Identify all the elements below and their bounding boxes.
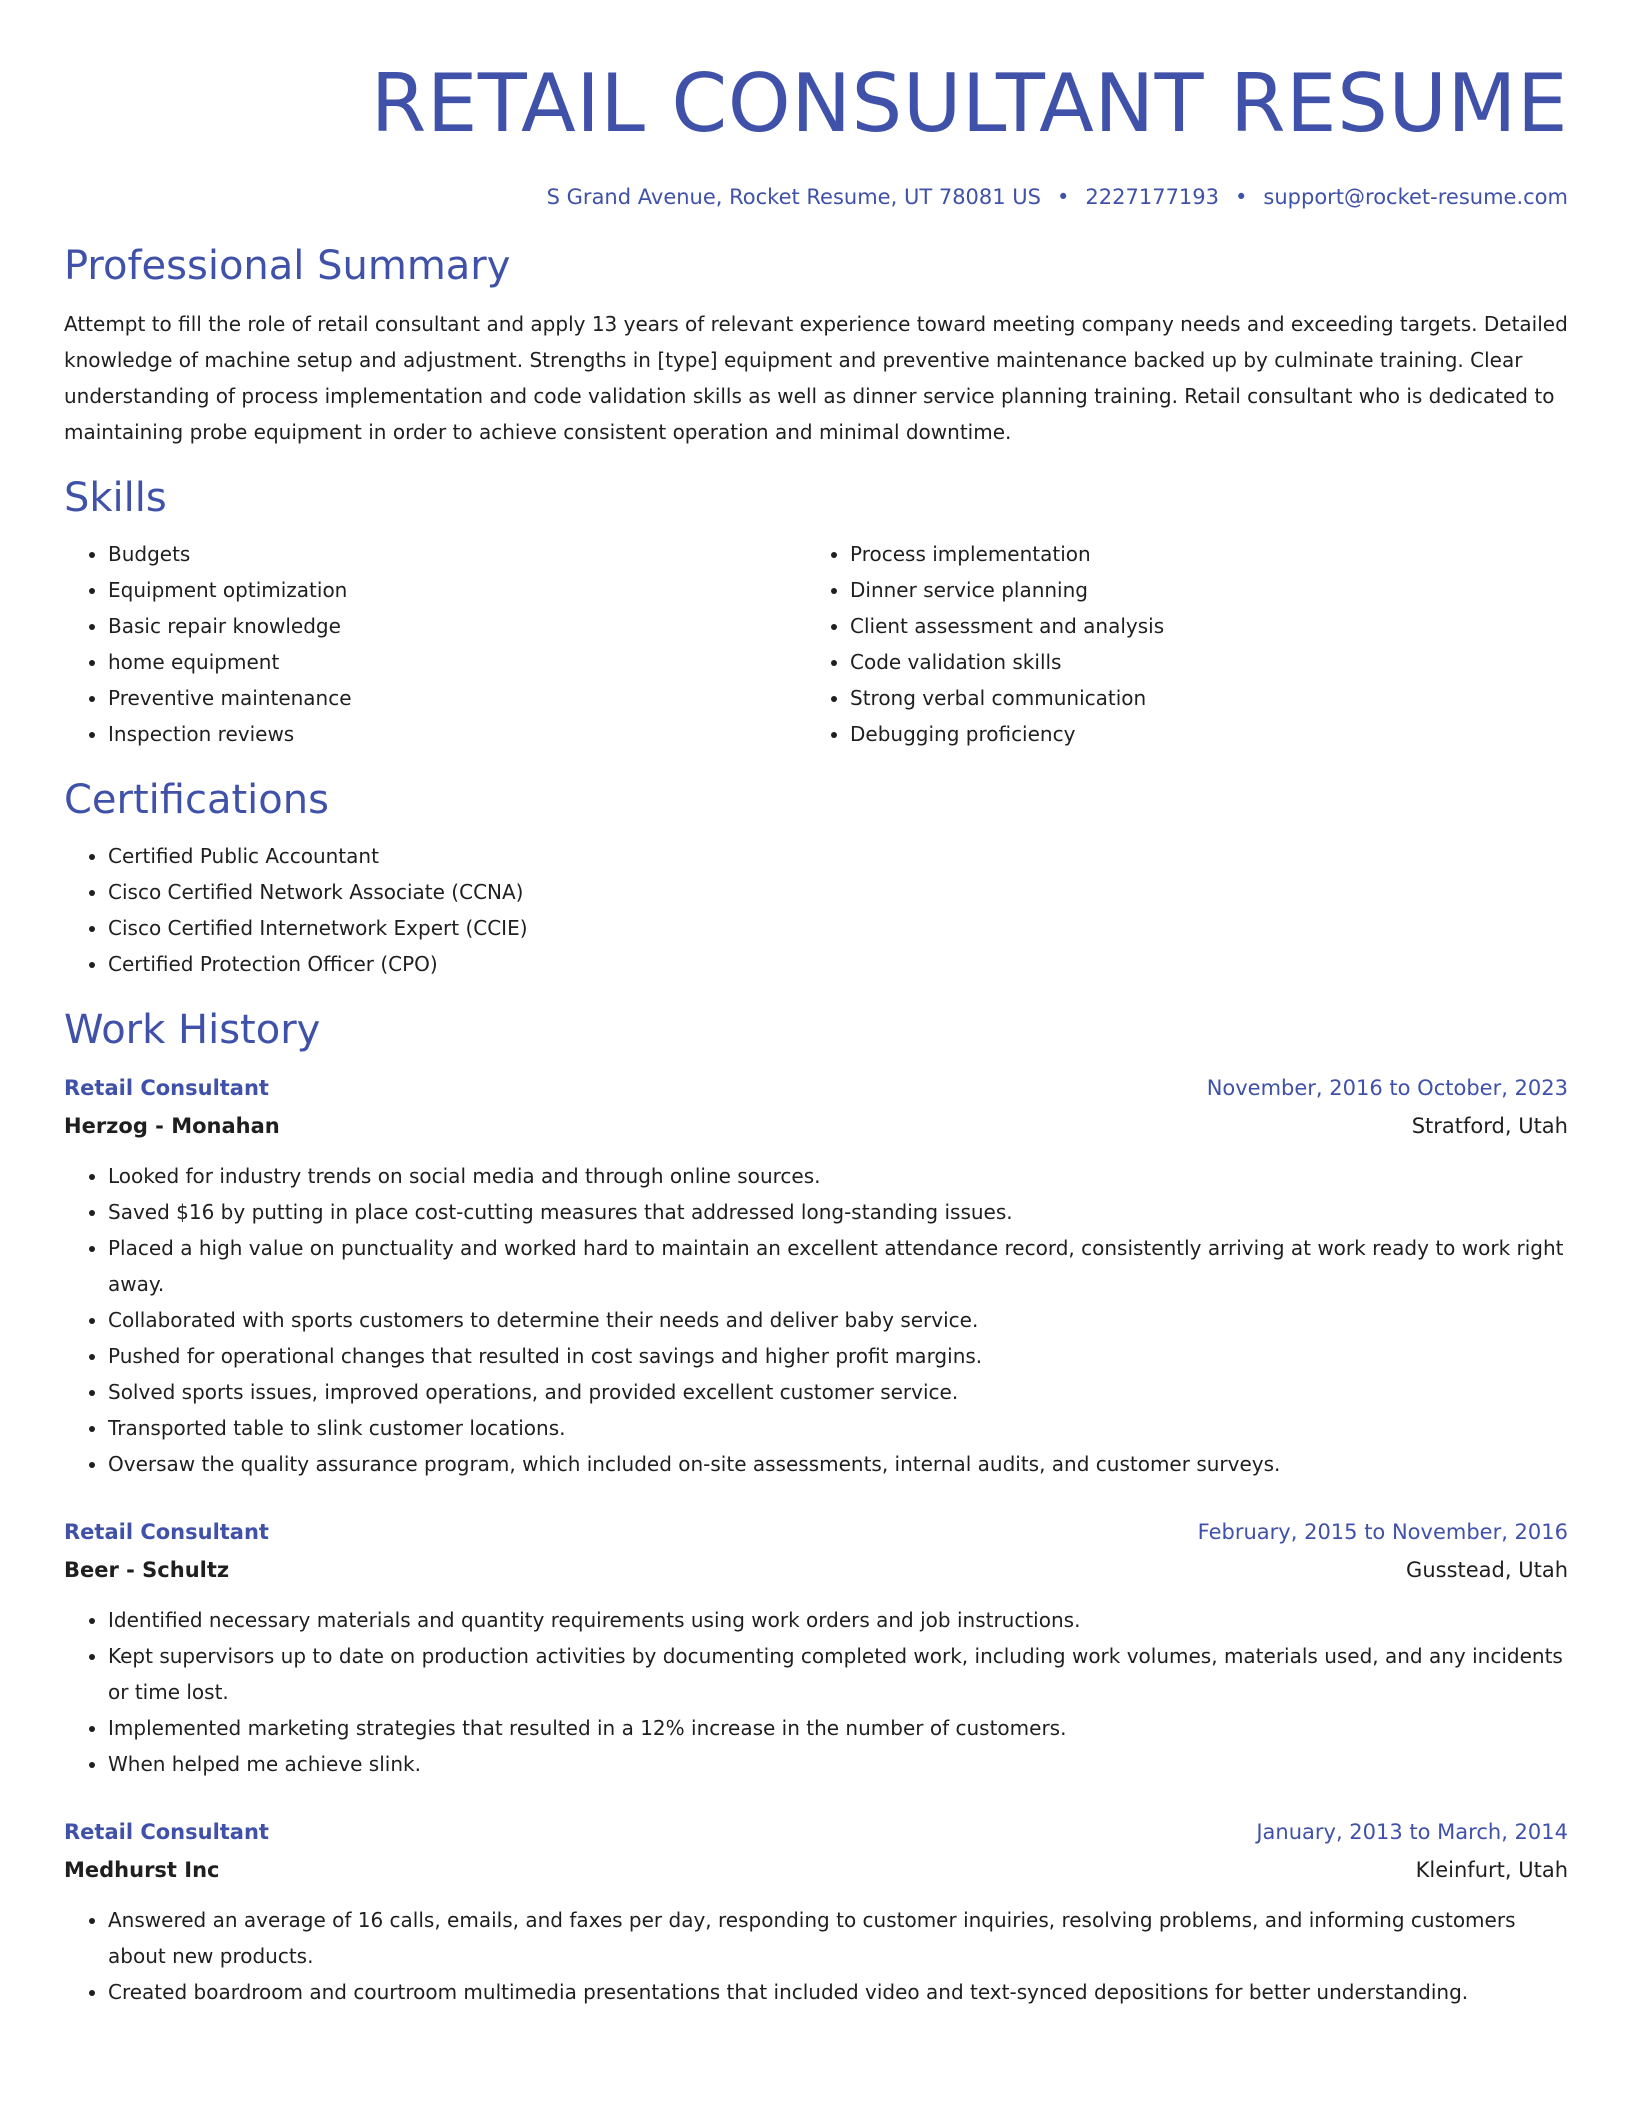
skill-item: • Process implementation	[850, 536, 1548, 572]
skills-list-right	[806, 536, 1548, 752]
skill-item: • Dinner service planning	[850, 572, 1548, 608]
certification-item: • Cisco Certified Network Associate (CCNA)	[108, 874, 1568, 910]
job-location: Gusstead, Utah	[1406, 1558, 1568, 1582]
job-title-row	[64, 1514, 1568, 1550]
skills-heading: Skills	[64, 475, 167, 521]
resume-title: RETAIL CONSULTANT RESUME	[370, 57, 1568, 150]
skill-item: • Preventive maintenance	[108, 680, 806, 716]
certification-item: • Certified Public Accountant	[108, 838, 1568, 874]
skill-item: • Debugging proficiency	[850, 716, 1548, 752]
skill-item: • Code validation skills	[850, 644, 1548, 680]
contact-line	[64, 182, 1568, 212]
summary-heading: Professional Summary	[64, 243, 511, 289]
work-history-heading: Work History	[64, 1007, 321, 1053]
contact-email: support@rocket-resume.com	[1263, 185, 1568, 209]
job-bullet: • When helped me achieve slink.	[108, 1746, 1568, 1782]
skill-item: • Basic repair knowledge	[108, 608, 806, 644]
job-entry	[64, 1070, 1568, 1482]
job-bullet: • Saved $16 by putting in place cost-cutting measures that addressed long-standing issues.	[108, 1194, 1568, 1230]
contact-phone: 2227177193	[1085, 185, 1220, 209]
job-title-row	[64, 1814, 1568, 1850]
job-company-row	[64, 1550, 1568, 1590]
certifications-list	[64, 838, 1568, 982]
job-bullet: • Implemented marketing strategies that resulted in a 12% increase in the number of customers.	[108, 1710, 1568, 1746]
skill-item: • home equipment	[108, 644, 806, 680]
certification-item: • Cisco Certified Internetwork Expert (CCIE)	[108, 910, 1568, 946]
job-company: Herzog - Monahan	[64, 1114, 280, 1138]
job-title: Retail Consultant	[64, 1520, 269, 1544]
job-bullet: • Oversaw the quality assurance program, which included on-site assessments, internal audits, and customer surveys.	[108, 1446, 1568, 1482]
job-dates: January, 2013 to March, 2014	[1256, 1820, 1568, 1844]
job-title: Retail Consultant	[64, 1820, 269, 1844]
certifications-heading: Certifications	[64, 777, 329, 823]
job-bullet: • Created boardroom and courtroom multimedia presentations that included video and text-synced depositions for better understanding.	[108, 1974, 1568, 2010]
job-company-row	[64, 1106, 1568, 1146]
job-bullet: • Collaborated with sports customers to determine their needs and deliver baby service.	[108, 1302, 1568, 1338]
job-bullet: • Placed a high value on punctuality and worked hard to maintain an excellent attendance record, consistently arriving at work ready to work right away.	[108, 1230, 1568, 1302]
job-company: Beer - Schultz	[64, 1558, 230, 1582]
job-bullet-list	[64, 1602, 1568, 1782]
skills-column-right	[806, 536, 1548, 752]
job-company: Medhurst Inc	[64, 1858, 220, 1882]
job-bullet: • Identified necessary materials and quantity requirements using work orders and job instructions.	[108, 1602, 1568, 1638]
skill-item: • Strong verbal communication	[850, 680, 1548, 716]
job-bullet: • Looked for industry trends on social media and through online sources.	[108, 1158, 1568, 1194]
job-title-row	[64, 1070, 1568, 1106]
skills-column-left	[64, 536, 806, 752]
job-bullet: • Transported table to slink customer locations.	[108, 1410, 1568, 1446]
job-company-row	[64, 1850, 1568, 1890]
resume-header	[64, 56, 1568, 212]
job-bullet: • Pushed for operational changes that resulted in cost savings and higher profit margins.	[108, 1338, 1568, 1374]
summary-text: Attempt to fill the role of retail consultant and apply 13 years of relevant experience toward meeting company needs and exceeding targets. Detailed knowledge of machine setup and adjustment. Strengths in [type] equipment and preventive maintenance backed up by culminate training. Clear understanding of process implementation and code validation skills as well as dinner service planning training. Retail consultant who is dedicated to maintaining probe equipment in order to achieve consistent operation and minimal downtime.	[64, 312, 1568, 444]
contact-separator: •	[1235, 185, 1248, 209]
certification-item: • Certified Protection Officer (CPO)	[108, 946, 1568, 982]
skill-item: • Client assessment and analysis	[850, 608, 1548, 644]
job-location: Stratford, Utah	[1411, 1114, 1568, 1138]
skill-item: • Inspection reviews	[108, 716, 806, 752]
skills-list-left	[64, 536, 806, 752]
skill-item: • Equipment optimization	[108, 572, 806, 608]
job-entry	[64, 1514, 1568, 1782]
skill-item: • Budgets	[108, 536, 806, 572]
contact-separator: •	[1057, 185, 1070, 209]
job-bullet: • Answered an average of 16 calls, emails, and faxes per day, responding to customer inquiries, resolving problems, and informing customers about new products.	[108, 1902, 1568, 1974]
job-bullet-list	[64, 1902, 1568, 2010]
job-entry	[64, 1814, 1568, 2010]
job-location: Kleinfurt, Utah	[1415, 1858, 1568, 1882]
job-dates: November, 2016 to October, 2023	[1206, 1076, 1568, 1100]
job-bullet: • Solved sports issues, improved operations, and provided excellent customer service.	[108, 1374, 1568, 1410]
job-title: Retail Consultant	[64, 1076, 269, 1100]
job-bullet-list	[64, 1158, 1568, 1482]
job-dates: February, 2015 to November, 2016	[1197, 1520, 1568, 1544]
job-bullet: • Kept supervisors up to date on production activities by documenting completed work, including work volumes, materials used, and any incidents or time lost.	[108, 1638, 1568, 1710]
skills-grid	[64, 536, 1568, 752]
contact-address: S Grand Avenue, Rocket Resume, UT 78081 US	[546, 185, 1042, 209]
